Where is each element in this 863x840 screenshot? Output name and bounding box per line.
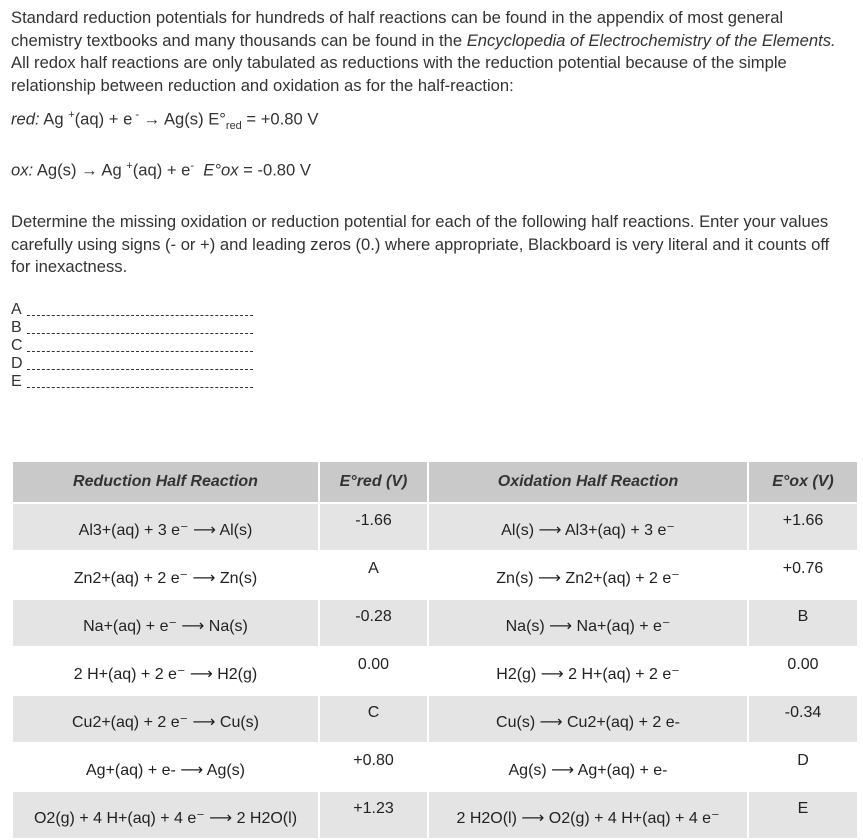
oxidation-cell: Ag(s) ⟶ Ag+(aq) + e- — [429, 744, 747, 790]
ered-cell: 0.00 — [320, 648, 427, 694]
oxidation-cell: H2(g) ⟶ 2 H+(aq) + 2 e⁻ — [429, 648, 747, 694]
reduction-cell: Al3+(aq) + 3 e⁻ ⟶ Al(s) — [13, 504, 318, 550]
ered-cell: -1.66 — [320, 504, 427, 550]
table-header-row — [13, 462, 857, 502]
oxidation-example — [11, 160, 311, 181]
blank-letter: A — [11, 301, 22, 318]
blank-letter: B — [11, 319, 22, 336]
ox-value: = -0.80 V — [238, 160, 311, 180]
reduction-cell: 2 H+(aq) + 2 e⁻ ⟶ H2(g) — [13, 648, 318, 694]
eox-cell: +0.76 — [749, 552, 857, 598]
red-label: red: — [11, 109, 40, 129]
blank-line[interactable] — [27, 305, 253, 316]
intro-paragraph — [11, 7, 851, 97]
red-rhs: → Ag(s) E° — [139, 109, 226, 129]
blank-line[interactable] — [27, 323, 253, 334]
ox-electron: - — [190, 160, 195, 172]
red-electron: - — [132, 109, 140, 121]
blank-line[interactable] — [27, 359, 253, 370]
oxidation-cell: Zn(s) ⟶ Zn2+(aq) + 2 e⁻ — [429, 552, 747, 598]
blank-letter: E — [11, 373, 22, 390]
reduction-example — [11, 109, 318, 132]
oxidation-cell: Na(s) ⟶ Na+(aq) + e⁻ — [429, 600, 747, 646]
eox-cell: B — [749, 600, 857, 646]
header-oxidation: Oxidation Half Reaction — [429, 462, 747, 502]
eox-cell: 0.00 — [749, 648, 857, 694]
blank-line[interactable] — [27, 377, 253, 388]
table-row — [13, 744, 857, 790]
reduction-cell: O2(g) + 4 H+(aq) + 4 e⁻ ⟶ 2 H2O(l) — [13, 792, 318, 838]
table-row — [13, 504, 857, 550]
ered-cell: A — [320, 552, 427, 598]
oxidation-cell: Al(s) ⟶ Al3+(aq) + 3 e⁻ — [429, 504, 747, 550]
eox-cell: E — [749, 792, 857, 838]
table-row — [13, 792, 857, 838]
blank-a[interactable] — [11, 301, 253, 319]
ered-cell: C — [320, 696, 427, 742]
intro-text-2: All redox half reactions are only tabulated as reductions with the reduction potential because of the simple relationship between reduction and oxidation as for the half-reaction: — [11, 53, 787, 95]
red-lhs-2: (aq) + e — [74, 109, 133, 129]
answer-blanks — [11, 301, 253, 391]
ox-rhs: (aq) + e — [132, 160, 191, 180]
blank-letter: C — [11, 337, 23, 354]
blank-b[interactable] — [11, 319, 253, 337]
table-row — [13, 696, 857, 742]
blank-letter: D — [11, 355, 23, 372]
oxidation-cell: Cu(s) ⟶ Cu2+(aq) + 2 e- — [429, 696, 747, 742]
reduction-cell: Zn2+(aq) + 2 e⁻ ⟶ Zn(s) — [13, 552, 318, 598]
red-lhs: Ag — [43, 109, 69, 129]
eox-cell: +1.66 — [749, 504, 857, 550]
blank-e[interactable] — [11, 373, 253, 391]
ox-potential-label: E°ox — [203, 160, 239, 180]
reduction-cell: Cu2+(aq) + 2 e⁻ ⟶ Cu(s) — [13, 696, 318, 742]
table-row — [13, 552, 857, 598]
ered-cell: +1.23 — [320, 792, 427, 838]
reduction-cell: Ag+(aq) + e- ⟶ Ag(s) — [13, 744, 318, 790]
table-row — [13, 648, 857, 694]
blank-c[interactable] — [11, 337, 253, 355]
red-subscript: red — [225, 119, 242, 132]
ox-charge: + — [126, 160, 133, 172]
eox-cell: D — [749, 744, 857, 790]
ox-lhs: Ag(s) → Ag — [33, 160, 127, 180]
question-text: Determine the missing oxidation or reduction potential for each of the following half reactions. Enter your values carefully using signs (- or +) and leading zeros (0.) where appropriate, Blackboard is very literal and it counts off for inexactness. — [11, 212, 830, 276]
blank-d[interactable] — [11, 355, 253, 373]
potentials-table — [11, 460, 859, 840]
header-ered: E°red (V) — [320, 462, 427, 502]
reduction-cell: Na+(aq) + e⁻ ⟶ Na(s) — [13, 600, 318, 646]
ered-cell: +0.80 — [320, 744, 427, 790]
header-reduction: Reduction Half Reaction — [13, 462, 318, 502]
blank-line[interactable] — [27, 341, 253, 352]
table-row — [13, 600, 857, 646]
oxidation-cell: 2 H2O(l) ⟶ O2(g) + 4 H+(aq) + 4 e⁻ — [429, 792, 747, 838]
intro-text-1: Standard reduction potentials for hundreds of half reactions can be found in the appendix of most general chemistry textbooks and many thousands can be found in the — [11, 8, 784, 50]
ox-label: ox: — [11, 160, 34, 180]
eox-cell: -0.34 — [749, 696, 857, 742]
red-value: = +0.80 V — [241, 109, 319, 129]
header-eox: E°ox (V) — [749, 462, 857, 502]
red-charge: + — [68, 109, 75, 121]
ered-cell: -0.28 — [320, 600, 427, 646]
book-title: Encyclopedia of Electrochemistry of the Elements. — [466, 30, 836, 50]
